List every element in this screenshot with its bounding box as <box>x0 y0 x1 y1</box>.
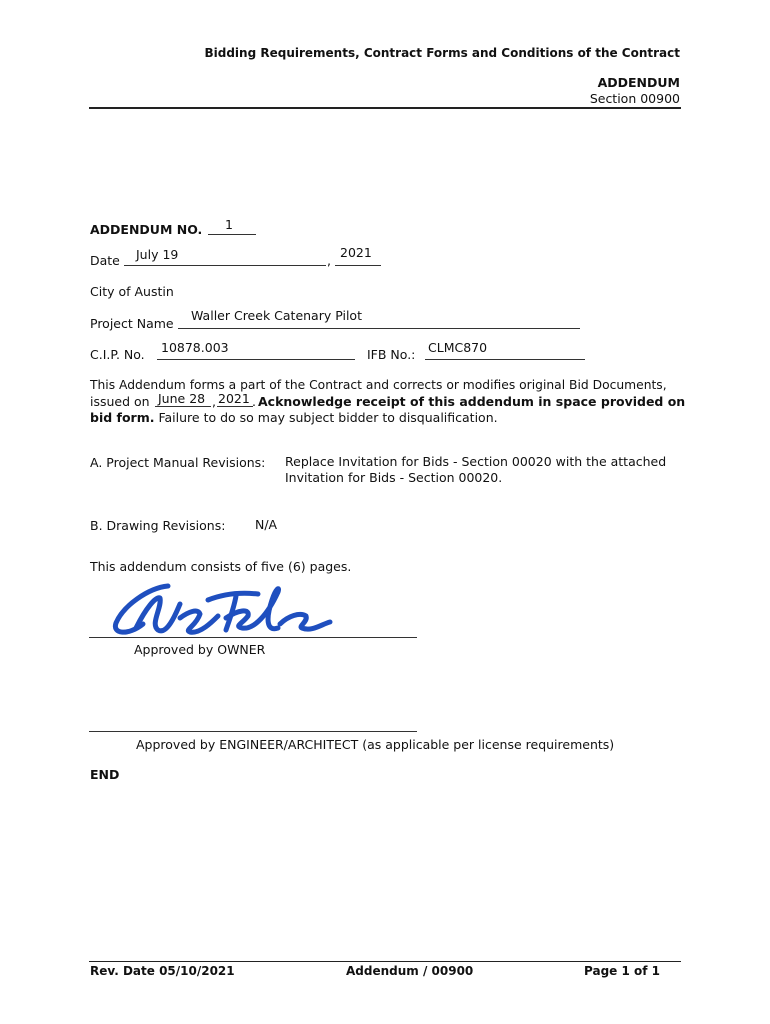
approved-engineer: Approved by ENGINEER/ARCHITECT (as applicable per license requirements) <box>136 737 615 752</box>
doc-label: ADDENDUM <box>597 75 680 90</box>
engineer-signature-line <box>89 731 417 732</box>
issued-year-value[interactable]: 2021 <box>218 391 250 406</box>
acknowledge-text: Acknowledge receipt of this addendum in space provided on <box>258 394 686 409</box>
footer-rev-date: Rev. Date 05/10/2021 <box>90 964 235 978</box>
pages-note: This addendum consists of five (6) pages. <box>90 559 352 574</box>
item-a-label: A. Project Manual Revisions: <box>90 455 266 470</box>
year-value[interactable]: 2021 <box>340 245 372 260</box>
footer-page: Page 1 of 1 <box>584 964 660 978</box>
approved-owner: Approved by OWNER <box>134 642 266 657</box>
item-a-line-2: Invitation for Bids - Section 00020. <box>285 470 503 485</box>
cip-value[interactable]: 10878.003 <box>161 340 229 355</box>
issued-date-value[interactable]: June 28 <box>158 391 206 406</box>
item-b-label: B. Drawing Revisions: <box>90 518 226 533</box>
cip-line <box>157 359 355 360</box>
issued-on-label: issued on <box>90 394 150 409</box>
item-a-line-1: Replace Invitation for Bids - Section 00020 with the attached <box>285 454 667 469</box>
date-comma: , <box>327 253 331 268</box>
item-b-value: N/A <box>255 517 278 532</box>
cip-label: C.I.P. No. <box>90 347 145 362</box>
date-value[interactable]: July 19 <box>136 247 179 262</box>
date-line <box>124 265 326 266</box>
addendum-no-value[interactable]: 1 <box>225 217 233 232</box>
footer-rule <box>89 961 681 962</box>
footer-center: Addendum / 00900 <box>346 964 474 978</box>
ifb-value[interactable]: CLMC870 <box>428 340 488 355</box>
section-number: Section 00900 <box>589 91 680 106</box>
year-line <box>335 265 381 266</box>
project-name-value[interactable]: Waller Creek Catenary Pilot <box>191 308 362 323</box>
ifb-line <box>425 359 585 360</box>
project-name-line <box>178 328 580 329</box>
running-title: Bidding Requirements, Contract Forms and Conditions of the Contract <box>204 46 680 60</box>
owner-signature <box>108 578 338 642</box>
issued-comma: , <box>212 394 216 409</box>
owner-signature-line <box>89 637 417 638</box>
addendum-no-line <box>208 234 256 235</box>
issued-date-line <box>155 406 211 407</box>
addendum-no-label: ADDENDUM NO. <box>90 222 203 237</box>
intro-line-1: This Addendum forms a part of the Contract and corrects or modifies original Bid Documents, <box>90 378 667 392</box>
project-name-label: Project Name <box>90 316 174 331</box>
issued-year-line <box>217 406 253 407</box>
intro-line-3 <box>90 410 498 425</box>
date-label: Date <box>90 253 120 268</box>
city-label: City of Austin <box>90 284 174 299</box>
ifb-label: IFB No.: <box>367 347 416 362</box>
end-marker: END <box>90 767 120 782</box>
header-rule <box>89 107 681 109</box>
bid-form-text: bid form. <box>90 410 155 425</box>
issued-period: . <box>252 394 256 409</box>
failure-text: Failure to do so may subject bidder to disqualification. <box>158 410 498 425</box>
